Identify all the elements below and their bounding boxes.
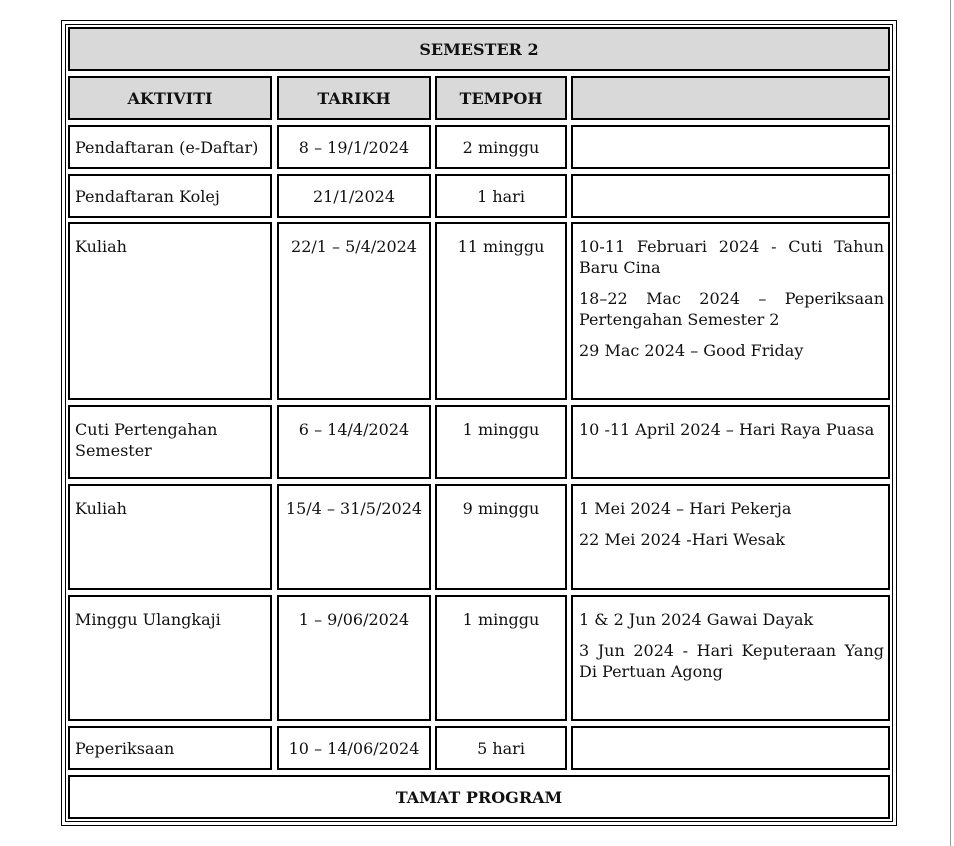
row-date: 15/4 – 31/5/2024: [277, 484, 431, 590]
row-duration: 1 hari: [435, 174, 567, 218]
row-duration: 9 minggu: [435, 484, 567, 590]
row-activity: Pendaftaran (e-Daftar): [68, 125, 272, 169]
row-activity: Kuliah: [68, 484, 272, 590]
note-text: 22 Mei 2024 -Hari Wesak: [579, 530, 786, 549]
row-date: 21/1/2024: [277, 174, 431, 218]
row-duration: 1 minggu: [435, 405, 567, 479]
row-date: 10 – 14/06/2024: [277, 726, 431, 770]
header-notes: [571, 76, 890, 120]
row-notes: [571, 726, 890, 770]
row-notes: [571, 174, 890, 218]
row-notes: [571, 595, 890, 721]
header-activity: AKTIVITI: [68, 76, 272, 120]
row-date: 8 – 19/1/2024: [277, 125, 431, 169]
row-notes: [571, 484, 890, 590]
note-text: 3 Jun 2024 - Hari Keputeraan Yang Di Pertuan Agong: [579, 641, 884, 681]
row-activity: Kuliah: [68, 222, 272, 400]
row-duration: 2 minggu: [435, 125, 567, 169]
row-activity: Minggu Ulangkaji: [68, 595, 272, 721]
row-activity: Peperiksaan: [68, 726, 272, 770]
header-date: TARIKH: [277, 76, 431, 120]
program-end-footer: TAMAT PROGRAM: [68, 775, 890, 819]
note-text: 18–22 Mac 2024 – Peperiksaan Pertengahan Semester 2: [579, 289, 884, 329]
row-date: 22/1 – 5/4/2024: [277, 222, 431, 400]
row-notes: [571, 222, 890, 400]
row-date: 1 – 9/06/2024: [277, 595, 431, 721]
row-duration: 5 hari: [435, 726, 567, 770]
row-notes: [571, 405, 890, 479]
header-duration: TEMPOH: [435, 76, 567, 120]
row-duration: 1 minggu: [435, 595, 567, 721]
note-text: 1 & 2 Jun 2024 Gawai Dayak: [579, 610, 814, 629]
note-text: 1 Mei 2024 – Hari Pekerja: [579, 499, 792, 518]
semester-title: SEMESTER 2: [68, 27, 890, 71]
row-activity: Cuti Pertengahan Semester: [68, 405, 272, 479]
note-text: 10-11 Februari 2024 - Cuti Tahun Baru Cina: [579, 237, 884, 277]
page-edge-rule: [950, 0, 951, 846]
row-activity: Pendaftaran Kolej: [68, 174, 272, 218]
row-notes: [571, 125, 890, 169]
row-duration: 11 minggu: [435, 222, 567, 400]
row-date: 6 – 14/4/2024: [277, 405, 431, 479]
note-text: 10 -11 April 2024 – Hari Raya Puasa: [579, 420, 875, 439]
note-text: 29 Mac 2024 – Good Friday: [579, 341, 804, 360]
